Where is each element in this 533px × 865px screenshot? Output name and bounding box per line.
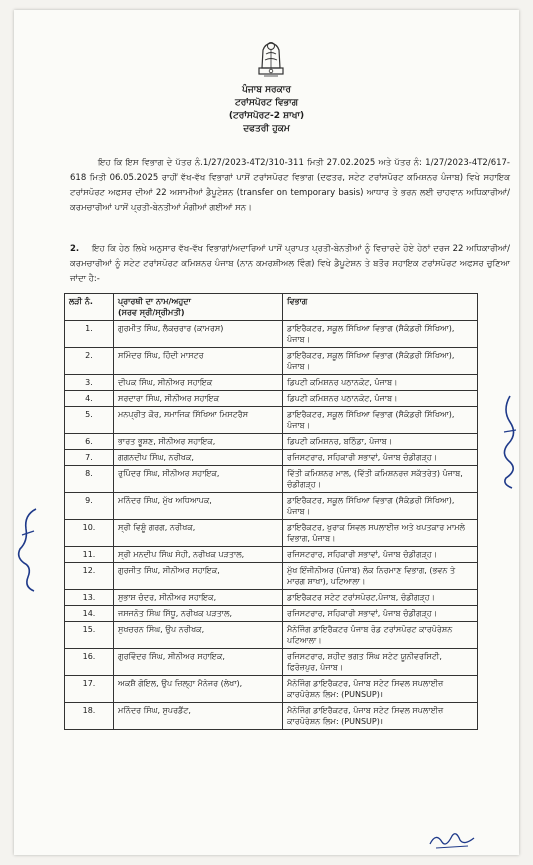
branch-name: (ਟਰਾਂਸਪੋਰਟ-2 ਸ਼ਾਖਾ) (228, 111, 305, 121)
cell-sr: 14. (65, 606, 114, 622)
cell-dept: ਡਿਪਟੀ ਕਮਿਸ਼ਨਰ ਪਠਾਨਕੋਟ, ਪੰਜਾਬ। (283, 375, 478, 391)
cell-dept: ਡਾਇਰੈਕਟਰ, ਖੁਰਾਕ ਸਿਵਲ ਸਪਲਾਈਜ਼ ਅਤੇ ਖਪਤਕਾਰ ਮਾਮਲੇ ਵਿਭਾਗ, ਪੰਜਾਬ। (283, 520, 478, 547)
cell-name: ਸ੍ਰੀ ਮਨਦੀਪ ਸਿੰਘ ਸੋਹੀ, ਨਰੀਖਕ ਪੜਤਾਲ, (114, 547, 283, 563)
cell-name: ਗਗਨਦੀਪ ਸਿੰਘ, ਨਰੀਖਕ, (114, 450, 283, 466)
cell-dept: ਰਜਿਸਟਰਾਰ, ਸਹਿਕਾਰੀ ਸਭਾਵਾਂ, ਪੰਜਾਬ ਚੰਡੀਗੜ੍ਹ। (283, 547, 478, 563)
cell-name: ਰੁਪਿੰਦਰ ਸਿੰਘ, ਸੀਨੀਅਰ ਸਹਾਇਕ, (114, 466, 283, 493)
left-margin-signature-icon (14, 505, 42, 595)
cell-sr: 17. (65, 676, 114, 703)
cell-sr: 11. (65, 547, 114, 563)
table-row (65, 606, 478, 622)
cell-name: ਗੁਰਮੀਤ ਸਿੰਘ, ਲੈਕਚਰਾਰ (ਕਾਮਰਸ) (114, 321, 283, 348)
document-header (0, 84, 533, 136)
table-row (65, 321, 478, 348)
cell-dept: ਡਾਇਰੈਕਟਰ, ਸਕੂਲ ਸਿੱਖਿਆ ਵਿਭਾਗ (ਸੈਕੰਡਰੀ ਸਿੱਖਿਆ), ਪੰਜਾਬ। (283, 493, 478, 520)
cell-dept: ਰਜਿਸਟਰਾਰ, ਸ਼ਹੀਦ ਭਗਤ ਸਿੰਘ ਸਟੇਟ ਯੂਨੀਵਰਸਿਟੀ, ਫਿਰੋਜ਼ਪੁਰ, ਪੰਜਾਬ। (283, 649, 478, 676)
cell-dept: ਮੈਨੇਜਿੰਗ ਡਾਇਰੈਕਟਰ ਪੰਜਾਬ ਰੋਡ ਟਰਾਂਸਪੋਰਟ ਕਾਰਪੋਰੇਸ਼ਨ ਪਟਿਆਲਾ। (283, 622, 478, 649)
table-row (65, 590, 478, 606)
right-margin-signature-icon (498, 392, 522, 492)
table-row (65, 563, 478, 590)
cell-name: ਸ੍ਰੀ ਵਿਸ਼ੂੰ ਗਰਗ, ਨਰੀਖਕ, (114, 520, 283, 547)
table-row (65, 466, 478, 493)
cell-dept: ਮੁੱਖ ਇੰਜੀਨੀਅਰ (ਪੰਜਾਬ) ਲੋਕ ਨਿਰਮਾਣ ਵਿਭਾਗ, (ਭਵਨ ਤੇ ਮਾਰਗ ਸ਼ਾਖਾ), ਪਟਿਆਲਾ। (283, 563, 478, 590)
cell-name: ਗੁਰਵਿੰਦਰ ਸਿੰਘ, ਸੀਨੀਅਰ ਸਹਾਇਕ, (114, 649, 283, 676)
table-row (65, 434, 478, 450)
cell-sr: 18. (65, 703, 114, 730)
paragraph-2 (70, 242, 510, 287)
table-row (65, 493, 478, 520)
cell-name: ਭਾਰਤ ਭੂਸ਼ਣ, ਸੀਨੀਅਰ ਸਹਾਇਕ, (114, 434, 283, 450)
table-row (65, 520, 478, 547)
paragraph-2-text: ਇਹ ਕਿ ਹੇਠ ਲਿਖੇ ਅਨੁਸਾਰ ਵੱਖ-ਵੱਖ ਵਿਭਾਗਾਂ/ਅਦਾਰਿਆਂ ਪਾਸੋਂ ਪ੍ਰਾਪਤ ਪ੍ਰਤੀ-ਬੇਨਤੀਆਂ ਨੂੰ ਵਿਚਾਰਦੇ ਹੋਏ ਹੇਠਾਂ ਦਰਜ 22 ਅਧਿਕਾਰੀਆਂ/ਕਰਮਚਾਰੀਆਂ ਨੂੰ ਸਟੇਟ ਟਰਾਂਸਪੋਰਟ ਕਮਿਸ਼ਨਰ ਪੰਜਾਬ (ਨਾਨ ਕਮਰਸ਼ੀਅਲ ਵਿੰਗ) ਵਿਖੇ ਡੈਪੂਟੇਸ਼ਨ ਤੇ ਬਤੌਰ ਸਹਾਇਕ ਟਰਾਂਸਪੋਰਟ ਅਫਸਰ ਚੁਣਿਆ ਜਾਂਦਾ ਹੈ:- (70, 244, 510, 284)
cell-sr: 10. (65, 520, 114, 547)
cell-dept: ਡਿਪਟੀ ਕਮਿਸ਼ਨਰ ਪਠਾਨਕੋਟ, ਪੰਜਾਬ। (283, 391, 478, 407)
cell-name: ਸਰਦਾਰਾ ਸਿੰਘ, ਸੀਨੀਅਰ ਸਹਾਇਕ (114, 391, 283, 407)
cell-dept: ਰਜਿਸਟਰਾਰ, ਸਹਿਕਾਰੀ ਸਭਾਵਾਂ, ਪੰਜਾਬ ਚੰਡੀਗੜ੍ਹ। (283, 450, 478, 466)
cell-name: ਜਸਜਨੋਤ ਸਿੰਘ ਸਿੱਧੂ, ਨਰੀਖਕ ਪੜਤਾਲ, (114, 606, 283, 622)
cell-dept: ਡਾਇਰੈਕਟਰ, ਸਕੂਲ ਸਿੱਖਿਆ ਵਿਭਾਗ (ਸੈਕੰਡਰੀ ਸਿੱਖਿਆ), ਪੰਜਾਬ। (283, 348, 478, 375)
col-header-name-line2: (ਸਰਵ ਸ੍ਰੀ/ਸ੍ਰੀਮਤੀ) (118, 308, 185, 317)
cell-sr: 13. (65, 590, 114, 606)
table-row (65, 375, 478, 391)
state-emblem-icon (253, 36, 289, 78)
table-row (65, 703, 478, 730)
cell-sr: 4. (65, 391, 114, 407)
table-row (65, 348, 478, 375)
paragraph-2-number: 2. (70, 244, 80, 254)
selection-table (64, 293, 478, 730)
cell-dept: ਡਾਇਰੈਕਟਰ ਸਟੇਟ ਟਰਾਂਸਪੋਰਟ,ਪੰਜਾਬ, ਚੰਡੀਗੜ੍ਹ। (283, 590, 478, 606)
col-header-name (114, 294, 283, 321)
order-title: ਦਫਤਰੀ ਹੁਕਮ (243, 124, 290, 134)
cell-sr: 5. (65, 407, 114, 434)
cell-sr: 1. (65, 321, 114, 348)
cell-sr: 9. (65, 493, 114, 520)
cell-sr: 8. (65, 466, 114, 493)
govt-name: ਪੰਜਾਬ ਸਰਕਾਰ (242, 85, 291, 95)
cell-dept: ਡਾਇਰੈਕਟਰ, ਸਕੂਲ ਸਿੱਖਿਆ ਵਿਭਾਗ (ਸੈਕੰਡਰੀ ਸਿੱਖਿਆ), ਪੰਜਾਬ। (283, 321, 478, 348)
col-header-sr: ਲੜੀ ਨੰ. (65, 294, 114, 321)
cell-name: ਸਮਿੰਦਰ ਸਿੰਘ, ਹਿੰਦੀ ਮਾਸਟਰ (114, 348, 283, 375)
cell-name: ਅਕਸ਼ੈ ਗੋਇਲ, ਉਪ ਜ਼ਿਲ੍ਹਾ ਮੈਨੇਜਰ (ਲੇਖਾ), (114, 676, 283, 703)
table-row (65, 622, 478, 649)
table-row (65, 391, 478, 407)
col-header-name-line1: ਪ੍ਰਾਰਥੀ ਦਾ ਨਾਮ/ਅਹੁਦਾ (118, 297, 191, 306)
cell-sr: 2. (65, 348, 114, 375)
cell-sr: 15. (65, 622, 114, 649)
cell-dept: ਮੈਨੇਜਿੰਗ ਡਾਇਰੈਕਟਰ, ਪੰਜਾਬ ਸਟੇਟ ਸਿਵਲ ਸਪਲਾਈਜ਼ ਕਾਰਪੋਰੇਸ਼ਨ ਲਿਮ: (PUNSUP)। (283, 703, 478, 730)
cell-name: ਸੁਖਚਰਨ ਸਿੰਘ, ਉਪ ਨਰੀਖਕ, (114, 622, 283, 649)
table-row (65, 450, 478, 466)
cell-dept: ਮੈਨੇਜਿੰਗ ਡਾਇਰੈਕਟਰ, ਪੰਜਾਬ ਸਟੇਟ ਸਿਵਲ ਸਪਲਾਈਜ਼ ਕਾਰਪੋਰੇਸ਼ਨ ਲਿਮ: (PUNSUP)। (283, 676, 478, 703)
cell-name: ਮਨਿੰਦਰ ਸਿੰਘ, ਸੁਪਰਡੈਂਟ, (114, 703, 283, 730)
cell-name: ਮਨਿੰਦਰ ਸਿੰਘ, ਮੁੱਖ ਅਧਿਆਪਕ, (114, 493, 283, 520)
cell-name: ਗੁਰਜੀਤ ਸਿੰਘ, ਸੀਨੀਅਰ ਸਹਾਇਕ, (114, 563, 283, 590)
cell-sr: 6. (65, 434, 114, 450)
bottom-signature-icon (428, 828, 478, 850)
col-header-dept: ਵਿਭਾਗ (283, 294, 478, 321)
cell-sr: 3. (65, 375, 114, 391)
table-header-row (65, 294, 478, 321)
cell-dept: ਡਾਇਰੈਕਟਰ, ਸਕੂਲ ਸਿੱਖਿਆ ਵਿਭਾਗ (ਸੈਕੰਡਰੀ ਸਿੱਖਿਆ), ਪੰਜਾਬ। (283, 407, 478, 434)
table-row (65, 676, 478, 703)
cell-name: ਸੁਭਾਸ਼ ਚੰਦਰ, ਸੀਨੀਅਰ ਸਹਾਇਕ, (114, 590, 283, 606)
cell-dept: ਰਜਿਸਟਰਾਰ, ਸਹਿਕਾਰੀ ਸਭਾਵਾਂ, ਪੰਜਾਬ ਚੰਡੀਗੜ੍ਹ। (283, 606, 478, 622)
table-row (65, 547, 478, 563)
cell-dept: ਵਿੱਤੀ ਕਮਿਸ਼ਨਰ ਮਾਲ, (ਵਿੱਤੀ ਕਮਿਸ਼ਨਰਜ਼ ਸਕੱਤਰੇਤ) ਪੰਜਾਬ, ਚੰਡੀਗੜ੍ਹ। (283, 466, 478, 493)
cell-dept: ਡਿਪਟੀ ਕਮਿਸ਼ਨਰ, ਬਠਿੰਡਾ, ਪੰਜਾਬ। (283, 434, 478, 450)
cell-sr: 12. (65, 563, 114, 590)
cell-name: ਮਨਪ੍ਰੀਤ ਕੌਰ, ਸਮਾਜਿਕ ਸਿੱਖਿਆ ਮਿਸਟਰੈਸ (114, 407, 283, 434)
cell-name: ਦੀਪਕ ਸਿੰਘ, ਸੀਨੀਅਰ ਸਹਾਇਕ (114, 375, 283, 391)
department-name: ਟਰਾਂਸਪੋਰਟ ਵਿਭਾਗ (234, 98, 299, 108)
table-row (65, 649, 478, 676)
table-row (65, 407, 478, 434)
paragraph-1: ਇਹ ਕਿ ਇਸ ਵਿਭਾਗ ਦੇ ਪੱਤਰ ਨੰ.1/27/2023-4T2/310-311 ਮਿਤੀ 27.02.2025 ਅਤੇ ਪੱਤਰ ਨੰ: 1/27/2023-4T2/617-618 ਮਿਤੀ 06.05.2025 ਰਾਹੀਂ ਵੱਖ-ਵੱਖ ਵਿਭਾਗਾਂ ਪਾਸੋਂ ਟਰਾਂਸਪੋਰਟ ਵਿਭਾਗ (ਦਫਤਰ, ਸਟੇਟ ਟਰਾਂਸਪੋਰਟ ਕਮਿਸ਼ਨਰ ਪੰਜਾਬ) ਵਿਖੇ ਸਹਾਇਕ ਟਰਾਂਸਪੋਰਟ ਅਫਸਰ ਦੀਆਂ 22 ਅਸਾਮੀਆਂ ਡੈਪੂਟੇਸ਼ਨ (transfer on temporary basis) ਆਧਾਰ ਤੇ ਭਰਨ ਲਈ ਚਾਹਵਾਨ ਅਧਿਕਾਰੀਆਂ/ਕਰਮਚਾਰੀਆਂ ਪਾਸੋਂ ਪ੍ਰਤੀ-ਬੇਨਤੀਆਂ ਮੰਗੀਆਂ ਗਈਆਂ ਸਨ। (70, 158, 510, 213)
cell-sr: 16. (65, 649, 114, 676)
cell-sr: 7. (65, 450, 114, 466)
table-body (65, 321, 478, 730)
